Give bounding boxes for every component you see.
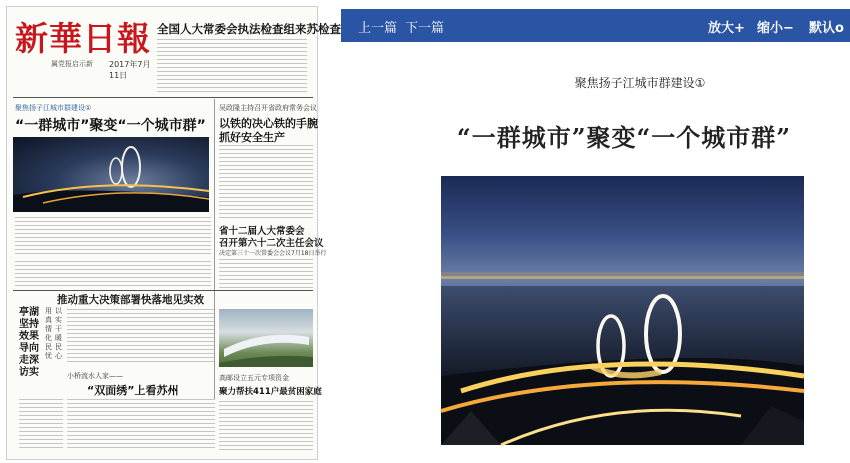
meeting-headline-1[interactable]: 以铁的决心铁的手腕 (219, 117, 318, 130)
npc-subtitle: 决定第三十一次常委会会议7月18日举行 (219, 250, 327, 257)
vertical-subhead-2: 以实干暖民心 (55, 307, 62, 360)
lead-photo[interactable] (13, 137, 209, 212)
article-toolbar (341, 9, 850, 42)
text-block (219, 401, 313, 451)
text-block (219, 145, 313, 219)
text-block (19, 399, 63, 451)
next-article-link[interactable]: 下一篇 (405, 21, 445, 36)
masthead-subtitle: 属党报启示新 (51, 60, 93, 68)
headline-inspection[interactable]: 全国人大常委会执法检查组来苏检查 (157, 22, 341, 36)
npc-headline-1[interactable]: 省十二届人大常委会 (219, 226, 305, 237)
bottom-right-label: 高邮设立五元专项资金 (219, 374, 289, 382)
masthead-date: 2017年7月11日 (109, 60, 151, 80)
zoom-out-button[interactable]: 缩小− (757, 21, 794, 36)
text-block (15, 261, 211, 287)
vertical-headline[interactable]: 亭湖坚持效果导向走深访实 (19, 307, 39, 378)
bottom-label: 小桥流水人家—— (67, 372, 123, 380)
meeting-headline-2[interactable]: 抓好安全生产 (219, 131, 285, 144)
text-block (15, 217, 211, 257)
article-photo[interactable] (441, 176, 804, 445)
series-tag: 聚焦扬子江城市群建设① (15, 104, 92, 112)
prev-article-link[interactable]: 上一篇 (358, 21, 398, 36)
npc-headline-2[interactable]: 召开第六十二次主任会议 (219, 238, 324, 249)
divider (13, 97, 313, 98)
bottom-headline[interactable]: “双面绣”上看苏州 (87, 384, 179, 397)
bridge-night-photo (441, 176, 804, 445)
mid-headline[interactable]: 推动重大决策部署快落地见实效 (57, 294, 204, 306)
divider (13, 290, 313, 291)
text-block (219, 259, 313, 289)
text-block (67, 399, 215, 451)
train-photo[interactable] (219, 309, 313, 367)
text-block (67, 309, 215, 365)
bottom-right-headline[interactable]: 聚力帮扶411户最贫困家庭 (219, 387, 322, 397)
meeting-label: 吴政隆主持召开省政府常务会议 (219, 104, 317, 112)
newspaper-page-thumbnail[interactable] (6, 6, 341, 460)
vertical-subhead-1: 用真情化民忧 (45, 307, 52, 360)
default-size-button[interactable]: 默认o (809, 21, 844, 36)
text-block (157, 39, 307, 94)
masthead (15, 13, 155, 83)
train-illustration (219, 309, 313, 367)
series-title: 聚焦扬子江城市群建设① (574, 76, 706, 90)
bridge-illustration (13, 137, 209, 212)
zoom-in-button[interactable]: 放大+ (708, 21, 745, 36)
masthead-title: 新華日報 (15, 19, 151, 58)
lead-headline[interactable]: “一群城市”聚变“一个城市群” (15, 118, 206, 134)
article-title: “一群城市”聚变“一个城市群” (456, 123, 792, 152)
